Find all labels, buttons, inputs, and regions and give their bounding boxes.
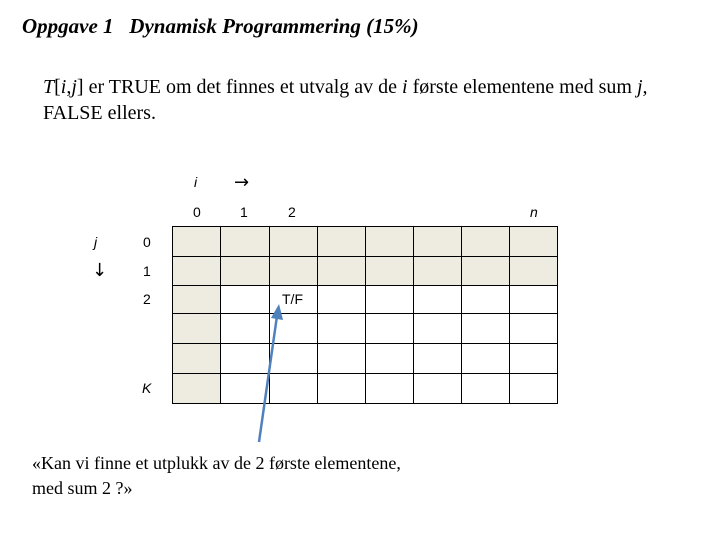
- row-axis-label: j: [94, 234, 98, 250]
- desc-part: i: [60, 76, 67, 98]
- desc-part: i: [402, 76, 408, 98]
- page-title: Oppgave 1 Dynamisk Programmering (15%): [22, 14, 419, 38]
- row-header-2: 2: [143, 291, 151, 307]
- desc-part: [: [54, 76, 61, 98]
- col-header-2: 2: [288, 204, 296, 220]
- desc-part: T: [43, 76, 55, 98]
- col-header-n: n: [530, 204, 538, 220]
- col-header-0: 0: [193, 204, 201, 220]
- cell-value: T/F: [282, 291, 303, 307]
- desc-part: ,: [66, 76, 72, 98]
- desc-part: j: [71, 76, 77, 98]
- annotation-line-1: «Kan vi finne et utplukk av de 2 første elementene,: [32, 453, 401, 473]
- annotation-line-2: med sum 2 ?»: [32, 478, 133, 498]
- down-arrow-icon: ↓: [92, 260, 108, 281]
- col-header-1: 1: [240, 204, 248, 220]
- row-header-1: 1: [143, 263, 151, 279]
- right-arrow-icon: →: [234, 172, 250, 193]
- arrow-head: [271, 304, 283, 320]
- desc-part: FALSE ellers.: [43, 102, 156, 124]
- annotation-text: [32, 451, 552, 501]
- row-header-0: 0: [143, 234, 151, 250]
- desc-part: j,: [636, 76, 648, 98]
- col-axis-label: i: [194, 174, 198, 190]
- row-header-k: K: [142, 380, 152, 396]
- desc-part: ] er TRUE om det finnes et utvalg av de: [76, 76, 403, 98]
- desc-part: første elementene med sum: [407, 76, 637, 98]
- arrow-line: [259, 316, 277, 442]
